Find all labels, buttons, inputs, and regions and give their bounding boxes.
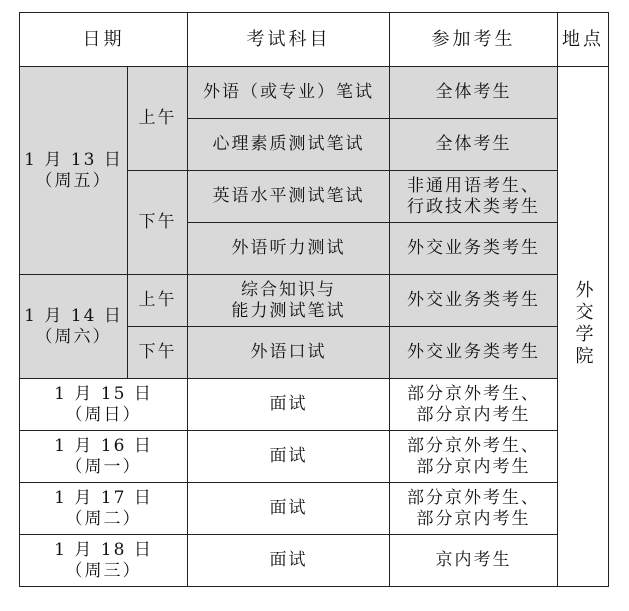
period-morning: 上午 xyxy=(128,67,188,171)
date-text: 1 月 15 日 xyxy=(54,383,153,404)
header-location: 地点 xyxy=(558,13,609,67)
candidates-line: 部分京外考生、 xyxy=(407,435,540,456)
subject-cell: 面试 xyxy=(188,535,390,587)
candidates-cell: 京内考生 xyxy=(390,535,558,587)
table-row xyxy=(20,67,609,119)
subject-cell: 外语听力测试 xyxy=(188,223,390,275)
header-date: 日期 xyxy=(20,13,188,67)
date-text: 1 月 13 日 xyxy=(24,149,123,170)
location-cell xyxy=(558,67,609,587)
date-text: 1 月 18 日 xyxy=(54,539,153,560)
date-cell xyxy=(20,379,188,431)
candidates-line: 部分京外考生、 xyxy=(407,487,540,508)
weekday-text: （周日） xyxy=(65,404,142,425)
subject-cell: 英语水平测试笔试 xyxy=(188,171,390,223)
weekday-text: （周六） xyxy=(35,326,112,347)
table-row xyxy=(20,275,609,327)
date-cell xyxy=(20,483,188,535)
candidates-line: 非通用语考生、 xyxy=(407,175,540,196)
date-text: 1 月 17 日 xyxy=(54,487,153,508)
date-cell xyxy=(20,431,188,483)
period-afternoon: 下午 xyxy=(128,171,188,275)
exam-schedule-table xyxy=(19,12,609,587)
subject-line: 能力测试笔试 xyxy=(231,300,346,321)
candidates-line: 行政技术类考生 xyxy=(407,196,540,217)
candidates-line: 部分京外考生、 xyxy=(407,383,540,404)
subject-cell: 外语口试 xyxy=(188,327,390,379)
weekday-text: （周三） xyxy=(65,560,142,581)
subject-cell: 面试 xyxy=(188,483,390,535)
table-row xyxy=(20,535,609,587)
candidates-cell: 全体考生 xyxy=(390,119,558,171)
date-text: 1 月 16 日 xyxy=(54,435,153,456)
weekday-text: （周二） xyxy=(65,508,142,529)
date-cell xyxy=(20,535,188,587)
subject-cell: 面试 xyxy=(188,431,390,483)
candidates-cell: 外交业务类考生 xyxy=(390,275,558,327)
subject-cell: 面试 xyxy=(188,379,390,431)
location-text: 外交学院 xyxy=(572,279,594,368)
subject-line: 综合知识与 xyxy=(241,279,336,300)
period-afternoon: 下午 xyxy=(128,327,188,379)
candidates-cell xyxy=(390,431,558,483)
candidates-cell: 全体考生 xyxy=(390,67,558,119)
period-morning: 上午 xyxy=(128,275,188,327)
header-row xyxy=(20,13,609,67)
weekday-text: （周五） xyxy=(35,170,112,191)
candidates-cell: 外交业务类考生 xyxy=(390,223,558,275)
header-subject: 考试科目 xyxy=(188,13,390,67)
date-cell-day1 xyxy=(20,67,128,275)
candidates-cell: 外交业务类考生 xyxy=(390,327,558,379)
date-text: 1 月 14 日 xyxy=(24,305,123,326)
weekday-text: （周一） xyxy=(65,456,142,477)
candidates-cell xyxy=(390,379,558,431)
table-row xyxy=(20,431,609,483)
candidates-line: 部分京内考生 xyxy=(416,456,531,477)
subject-cell: 心理素质测试笔试 xyxy=(188,119,390,171)
header-candidates: 参加考生 xyxy=(390,13,558,67)
candidates-line: 部分京内考生 xyxy=(416,508,531,529)
date-cell-day2 xyxy=(20,275,128,379)
candidates-cell xyxy=(390,171,558,223)
candidates-cell xyxy=(390,483,558,535)
table-row xyxy=(20,483,609,535)
candidates-line: 部分京内考生 xyxy=(416,404,531,425)
table-row xyxy=(20,379,609,431)
subject-cell: 外语（或专业）笔试 xyxy=(188,67,390,119)
subject-cell xyxy=(188,275,390,327)
